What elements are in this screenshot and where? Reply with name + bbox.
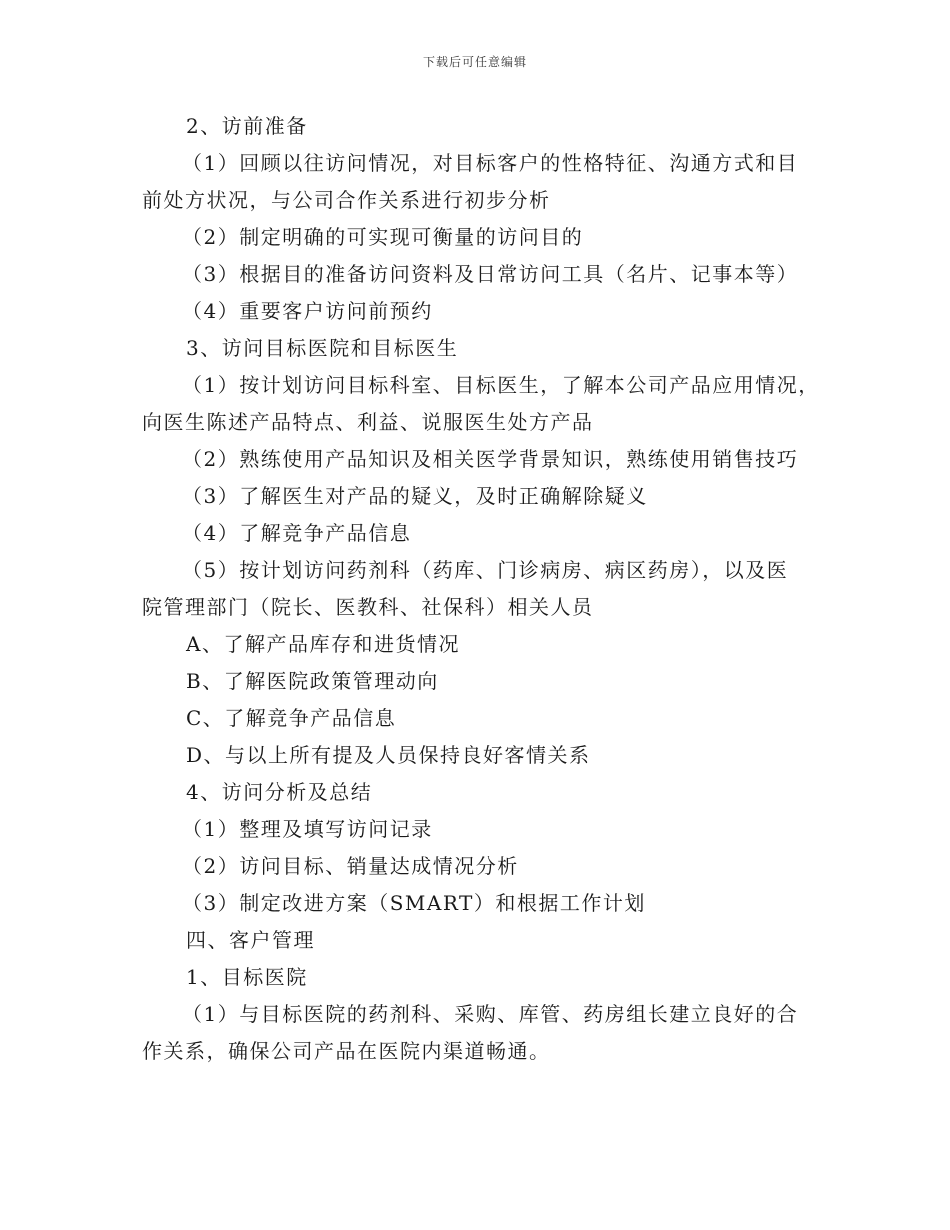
list-item: （2）访问目标、销量达成情况分析: [182, 854, 519, 878]
page-header: 下载后可任意编辑: [422, 55, 527, 69]
list-item: （1）整理及填写访问记录: [182, 817, 433, 841]
section-heading: 2、访前准备: [186, 114, 308, 138]
list-item: （5）按计划访问药剂科（药库、门诊病房、病区药房），以及医: [182, 558, 789, 582]
list-item: （2）制定明确的可实现可衡量的访问目的: [182, 225, 584, 249]
list-item-continuation: 院管理部门（院长、医教科、社保科）相关人员: [142, 595, 594, 619]
chapter-heading: 四、客户管理: [186, 928, 315, 952]
list-item: （3）根据目的准备访问资料及日常访问工具（名片、记事本等）: [182, 262, 799, 286]
list-item-continuation: 前处方状况，与公司合作关系进行初步分析: [142, 188, 551, 212]
list-item: （3）制定改进方案（SMART）和根据工作计划: [182, 891, 646, 915]
list-item: （4）了解竞争产品信息: [182, 521, 412, 545]
sub-list-item: D、与以上所有提及人员保持良好客情关系: [186, 743, 591, 767]
list-item: （1）与目标医院的药剂科、采购、库管、药房组长建立良好的合: [182, 1002, 799, 1026]
list-item-continuation: 向医生陈述产品特点、利益、说服医生处方产品: [142, 410, 594, 434]
list-item: （1）回顾以往访问情况，对目标客户的性格特征、沟通方式和目: [182, 151, 799, 175]
sub-list-item: A、了解产品库存和进货情况: [186, 632, 460, 656]
list-item: （3）了解医生对产品的疑义，及时正确解除疑义: [182, 484, 648, 508]
list-item-continuation: 作关系，确保公司产品在医院内渠道畅通。: [142, 1039, 551, 1063]
sub-list-item: C、了解竞争产品信息: [186, 706, 397, 730]
section-heading: 1、目标医院: [186, 965, 308, 989]
section-heading: 4、访问分析及总结: [186, 780, 373, 804]
list-item: （2）熟练使用产品知识及相关医学背景知识，熟练使用销售技巧: [182, 447, 799, 471]
section-heading: 3、访问目标医院和目标医生: [186, 336, 459, 360]
list-item: （1）按计划访问目标科室、目标医生，了解本公司产品应用情况，: [182, 373, 820, 397]
list-item: （4）重要客户访问前预约: [182, 299, 433, 323]
document-body: [142, 108, 820, 1070]
sub-list-item: B、了解医院政策管理动向: [186, 669, 439, 693]
